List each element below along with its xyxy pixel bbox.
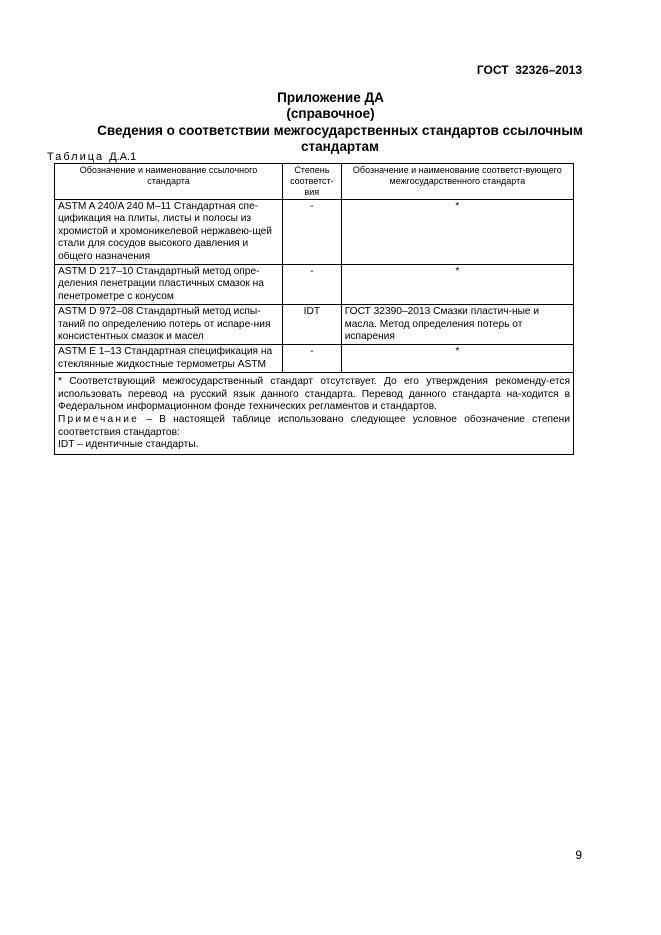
table-footnote-cell bbox=[55, 373, 574, 455]
correspondence-table bbox=[54, 163, 574, 455]
table-label-number: Д.А.1 bbox=[109, 151, 137, 163]
column-header-reference-standard: Обозначение и наименование ссылочного стандарта bbox=[55, 164, 283, 200]
cell-reference-standard: ASTM E 1–13 Стандартная спецификация на стеклянные жидкостные термометры ASTM bbox=[55, 345, 283, 373]
table-label bbox=[47, 151, 136, 163]
table-row bbox=[55, 345, 574, 373]
note-text: – В настоящей таблице использовано следующее условное обозначение степени соответствия стандартов: bbox=[58, 414, 570, 438]
table-header-row bbox=[55, 164, 574, 200]
annex-title: Сведения о соответствии межгосударственных стандартов ссылочным стандартам bbox=[97, 123, 583, 154]
cell-degree: - bbox=[283, 345, 342, 373]
cell-degree: IDT bbox=[283, 305, 342, 345]
cell-interstate-standard: * bbox=[341, 265, 573, 305]
page-number: 9 bbox=[575, 848, 582, 862]
cell-degree: - bbox=[283, 265, 342, 305]
cell-reference-standard: ASTM A 240/A 240 M–11 Стандартная спе-цификация на плиты, листы и полосы из хромистой и хромоникелевой нержавею-щей стали для сосудов высокого давления и общего назначения bbox=[55, 200, 283, 265]
cell-interstate-standard: ГОСТ 32390–2013 Смазки пластич-ные и масла. Метод определения потерь от испарения bbox=[341, 305, 573, 345]
column-header-interstate-standard: Обозначение и наименование соответст-вующего межгосударственного стандарта bbox=[341, 164, 573, 200]
note-label: Примечание bbox=[58, 414, 139, 426]
table-note bbox=[58, 414, 570, 439]
table-row bbox=[55, 305, 574, 345]
table-footer-row bbox=[55, 373, 574, 455]
annex-heading: Приложение ДА bbox=[277, 90, 384, 105]
table-row bbox=[55, 265, 574, 305]
cell-reference-standard: ASTM D 972–08 Стандартный метод испы-таний по определению потерь от испаре-ния консистентных смазок и масел bbox=[55, 305, 283, 345]
column-header-degree: Степень соответст-вия bbox=[283, 164, 342, 200]
table-row bbox=[55, 200, 574, 265]
table-label-prefix: Таблица bbox=[47, 151, 105, 163]
footnote-text: * Соответствующий межгосударственный стандарт отсутствует. До его утверждения рекоменду-ется использовать перевод на русский язык данного стандарта. Перевод данного стандарта на-ходится в Федеральном информационном фонде технических регламентов и стандартов. bbox=[58, 376, 570, 413]
cell-degree: - bbox=[283, 200, 342, 265]
cell-reference-standard: ASTM D 217–10 Стандартный метод опре-деления пенетрации пластичных смазок на пенетрометре с конусом bbox=[55, 265, 283, 305]
cell-interstate-standard: * bbox=[341, 345, 573, 373]
idt-definition: IDT – идентичные стандарты. bbox=[58, 439, 199, 451]
document-code: ГОСТ 32326–2013 bbox=[476, 63, 582, 77]
annex-reference-note: (справочное) bbox=[286, 106, 375, 121]
cell-interstate-standard: * bbox=[341, 200, 573, 265]
